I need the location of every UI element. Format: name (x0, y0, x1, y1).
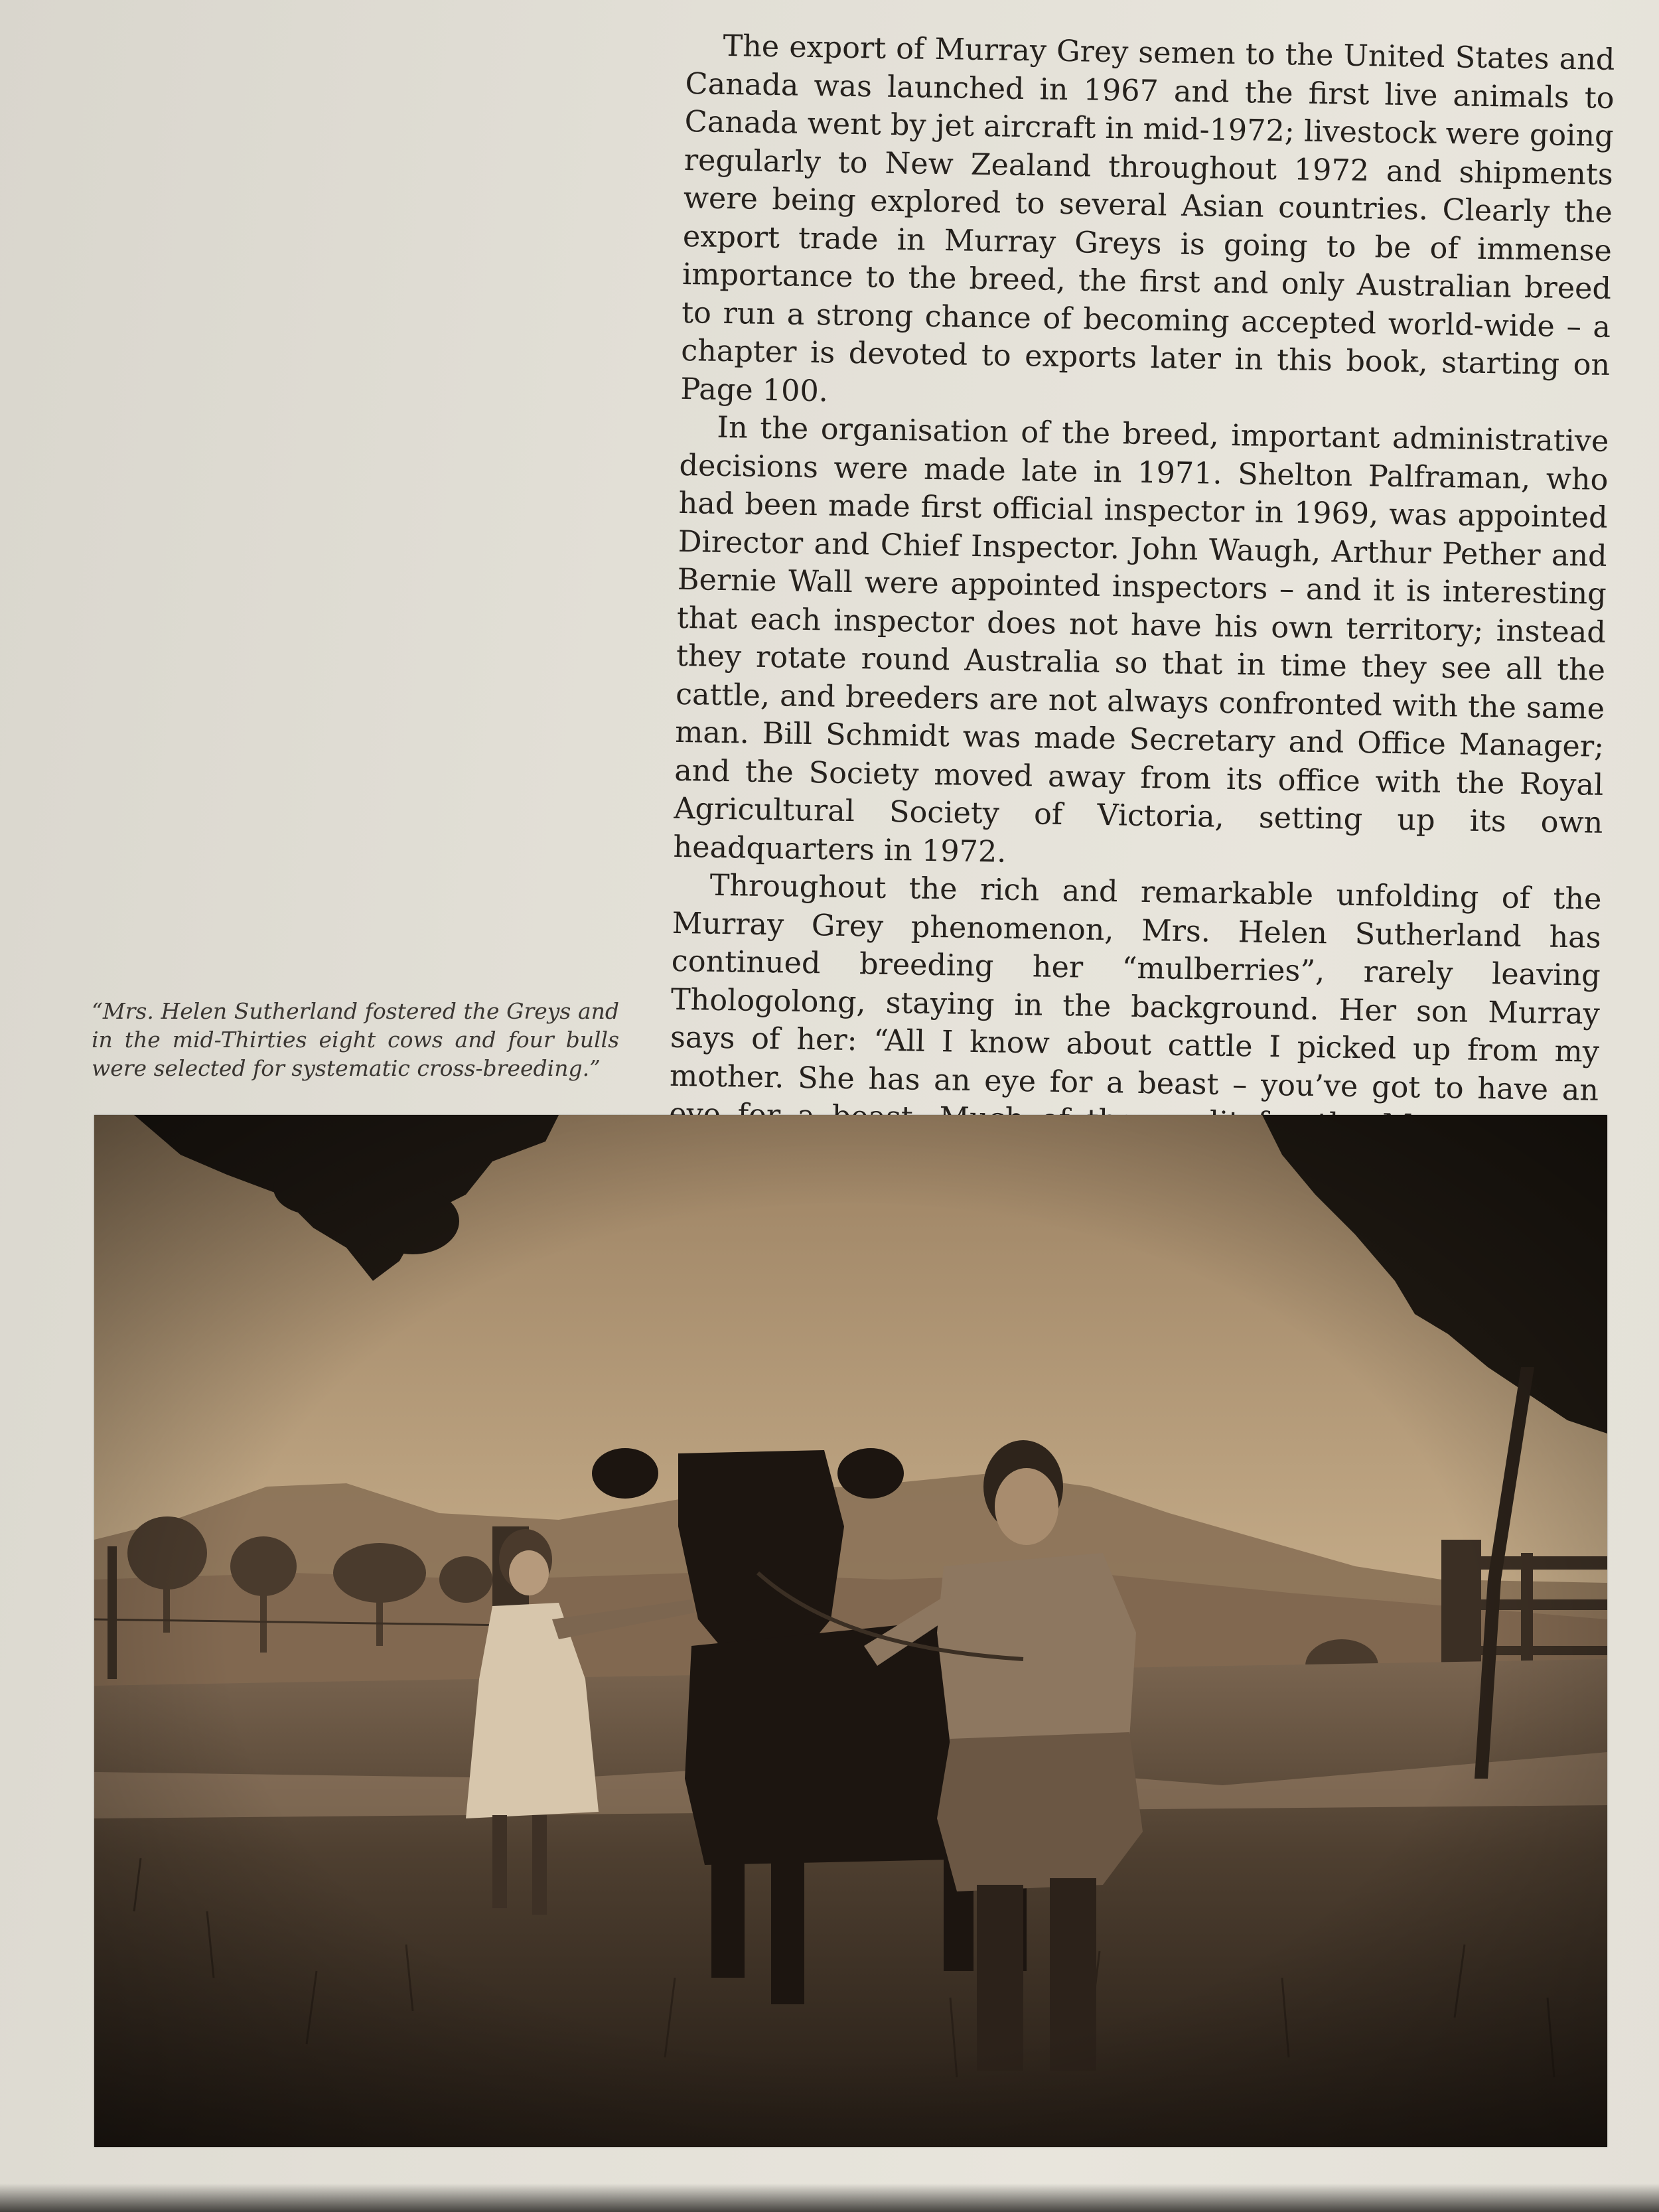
page-edge-shadow (0, 2183, 1659, 2212)
photo-caption: “Mrs. Helen Sutherland fostered the Greys and in the mid-Thirties eight cows and four bulls were selected for systematic cross-breeding.” (92, 998, 619, 1081)
sepia-photograph (94, 1115, 1607, 2147)
paragraph-organisation: In the organisation of the breed, important administrative decisions were made late in 1971. Shelton Palframan, who had been made first official inspector in 1969, was appointed Director and Chief Inspector. John Waugh, Arthur Pether and Bernie Wall were appointed inspectors – and it is interesting that each inspector does not have his own territory; instead they rotate round Australia so that in time they see all the cattle, and breeders are not always confronted with the same man. Bill Schmidt was made Secretary and Office Manager; and the Society moved away from its office with the Royal Agricultural Society of Victoria, setting up its own headquarters in 1972. (673, 410, 1609, 869)
photo-illustration (94, 1115, 1607, 2147)
paragraph-helen-sutherland: Throughout the rich and remarkable unfolding of the Murray Grey phenomenon, Mrs. Helen Sutherland has continued breeding her “mulberries”, rarely leaving Thologolong, staying in the background. Her son Murray says of her: “All I know about cattle I picked up from my mother. She has an eye for a beast – you’ve got to have an eye (668, 868, 1602, 1132)
paragraph-exports: The export of Murray Grey semen to the United States and Canada was launched in 1967 and the first live animals to Canada went by jet aircraft in mid-1972; livestock were going regularly to New Zealand throughout 1972 and shipments were being explored to several Asian countries. Clearly the export trade in Murray Greys is going to be of immense importance to the breed, the first and only Australian breed to run a strong chance of becoming accepted world-wide – a chapter is devoted to exports later in this book, starting on Page 100. (680, 29, 1615, 408)
article-body (668, 27, 1615, 1186)
